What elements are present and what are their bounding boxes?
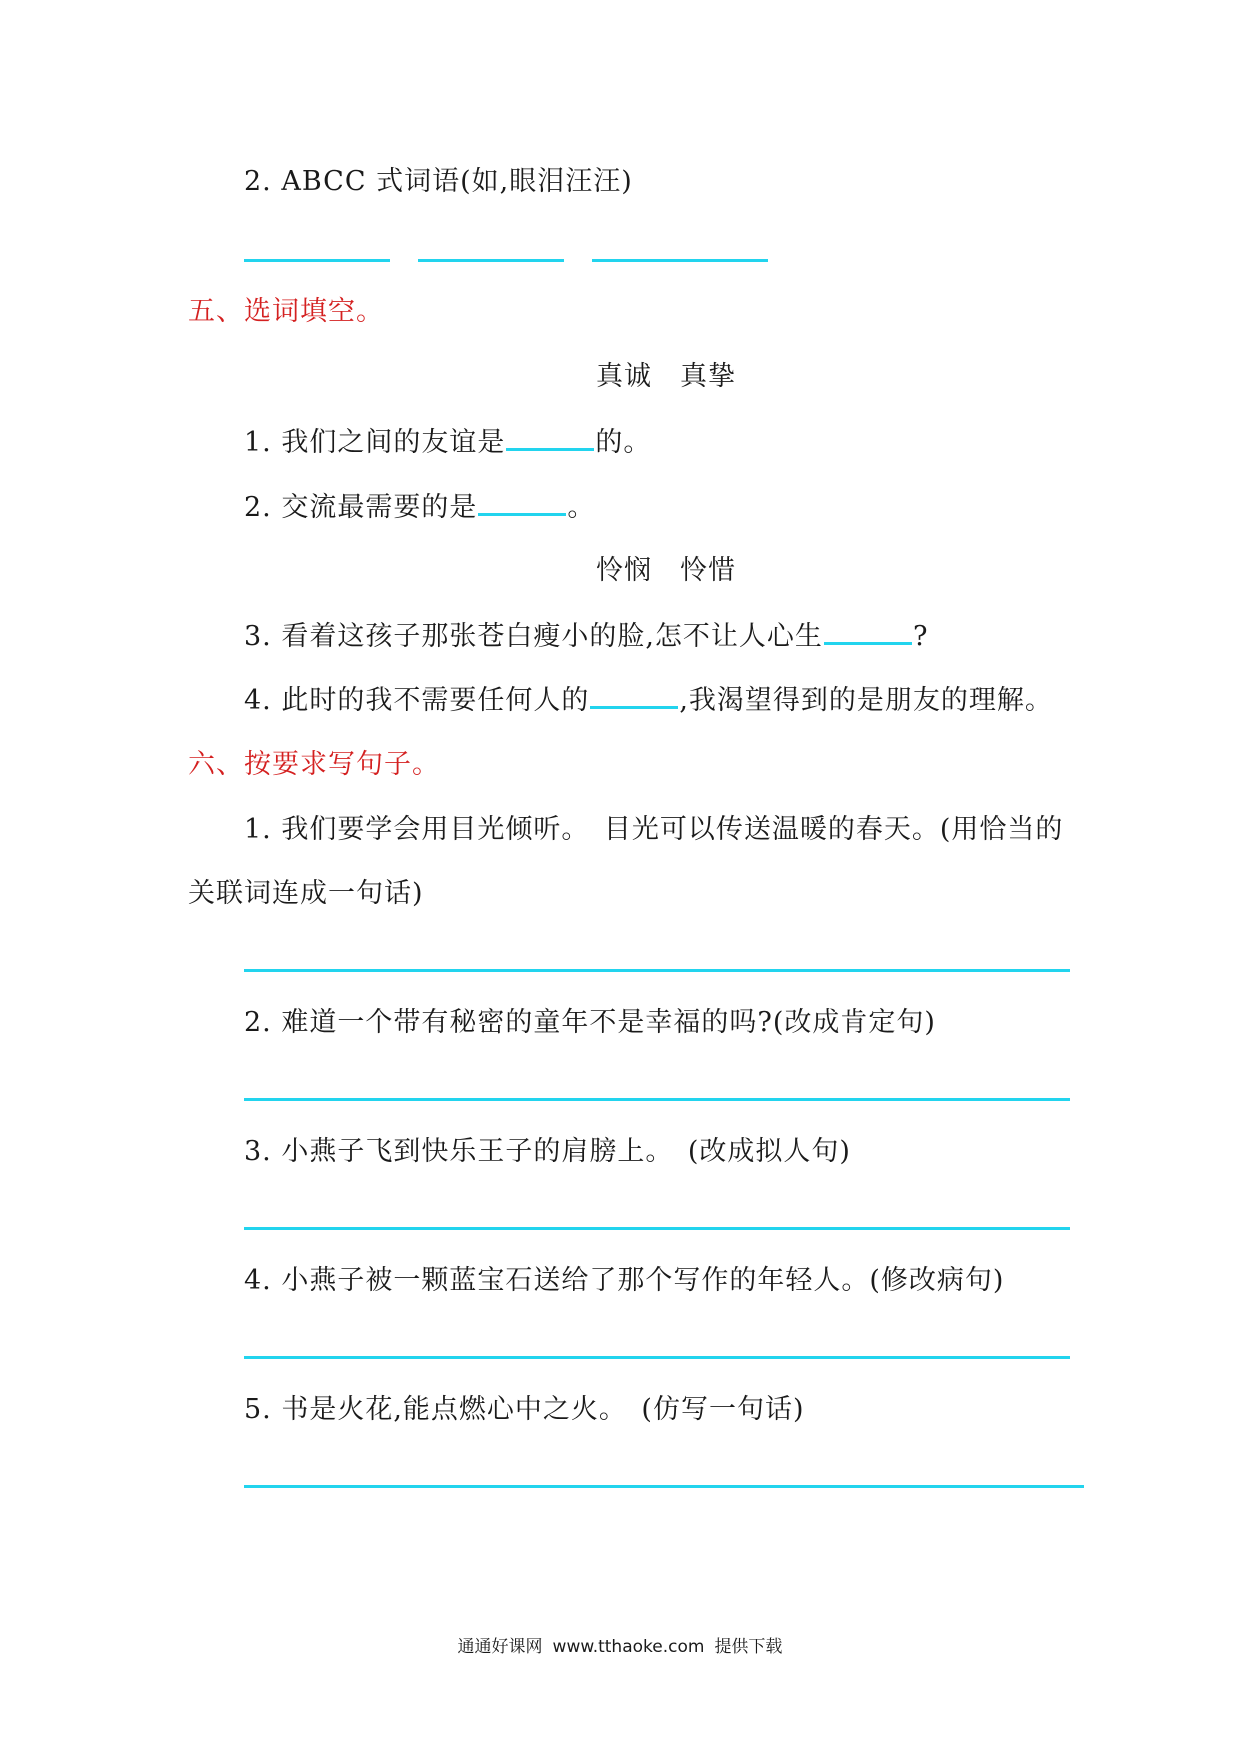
- section-5-heading: 五、选词填空。: [188, 296, 384, 327]
- sentence-question-5: 5. 书是火花,能点燃心中之火。 (仿写一句话): [244, 1394, 805, 1425]
- word-choice-zhenzhi: 真挚: [680, 361, 736, 392]
- answer-line-abcc-3[interactable]: [592, 259, 768, 262]
- page-footer: [0, 1632, 1240, 1657]
- blank-question-2[interactable]: [478, 487, 566, 516]
- question-3-text-after: ?: [912, 621, 929, 652]
- question-4-text-after: ,我渴望得到的是朋友的理解。: [679, 685, 1053, 716]
- question-4-text-before: 4. 此时的我不需要任何人的: [244, 685, 590, 716]
- answer-line-sentence-2[interactable]: [244, 1098, 1070, 1101]
- word-choices-group-2: [596, 551, 736, 591]
- answer-line-sentence-3[interactable]: [244, 1227, 1070, 1230]
- fill-blank-question-4: [244, 680, 1053, 721]
- fill-blank-question-3: [244, 616, 928, 657]
- answer-line-sentence-4[interactable]: [244, 1356, 1070, 1359]
- word-choice-lianmin: 怜悯: [596, 555, 652, 586]
- footer-suffix: 提供下载: [714, 1637, 783, 1657]
- blank-question-3[interactable]: [824, 616, 912, 645]
- answer-line-abcc-2[interactable]: [418, 259, 564, 262]
- blank-question-4[interactable]: [590, 680, 678, 709]
- question-1-text-after: 的。: [595, 427, 652, 458]
- question-2-text-after: 。: [567, 492, 596, 523]
- question-2-text-before: 2. 交流最需要的是: [244, 492, 478, 523]
- abcc-words-prompt: 2. ABCC 式词语(如,眼泪汪汪): [244, 166, 633, 197]
- footer-url[interactable]: www.tthaoke.com: [552, 1637, 705, 1657]
- sentence-question-3: 3. 小燕子飞到快乐王子的肩膀上。 (改成拟人句): [244, 1136, 851, 1167]
- question-1-text-before: 1. 我们之间的友谊是: [244, 427, 506, 458]
- word-choice-lianxi: 怜惜: [680, 555, 736, 586]
- sentence-question-1-line-2: 关联词连成一句话): [188, 878, 424, 909]
- section-6-heading: 六、按要求写句子。: [188, 749, 440, 780]
- fill-blank-question-1: [244, 422, 651, 463]
- sentence-question-1-line-1: 1. 我们要学会用目光倾听。 目光可以传送温暖的春天。(用恰当的: [244, 814, 1064, 845]
- blank-question-1[interactable]: [506, 422, 594, 451]
- answer-line-abcc-1[interactable]: [244, 259, 390, 262]
- answer-line-sentence-1[interactable]: [244, 969, 1070, 972]
- sentence-question-4: 4. 小燕子被一颗蓝宝石送给了那个写作的年轻人。(修改病句): [244, 1265, 1005, 1296]
- question-3-text-before: 3. 看着这孩子那张苍白瘦小的脸,怎不让人心生: [244, 621, 823, 652]
- footer-site-name: 通通好课网: [457, 1637, 543, 1657]
- word-choices-group-1: [596, 357, 736, 397]
- answer-line-sentence-5[interactable]: [244, 1485, 1084, 1488]
- fill-blank-question-2: [244, 487, 595, 528]
- sentence-question-2: 2. 难道一个带有秘密的童年不是幸福的吗?(改成肯定句): [244, 1007, 936, 1038]
- word-choice-zhencheng: 真诚: [596, 361, 652, 392]
